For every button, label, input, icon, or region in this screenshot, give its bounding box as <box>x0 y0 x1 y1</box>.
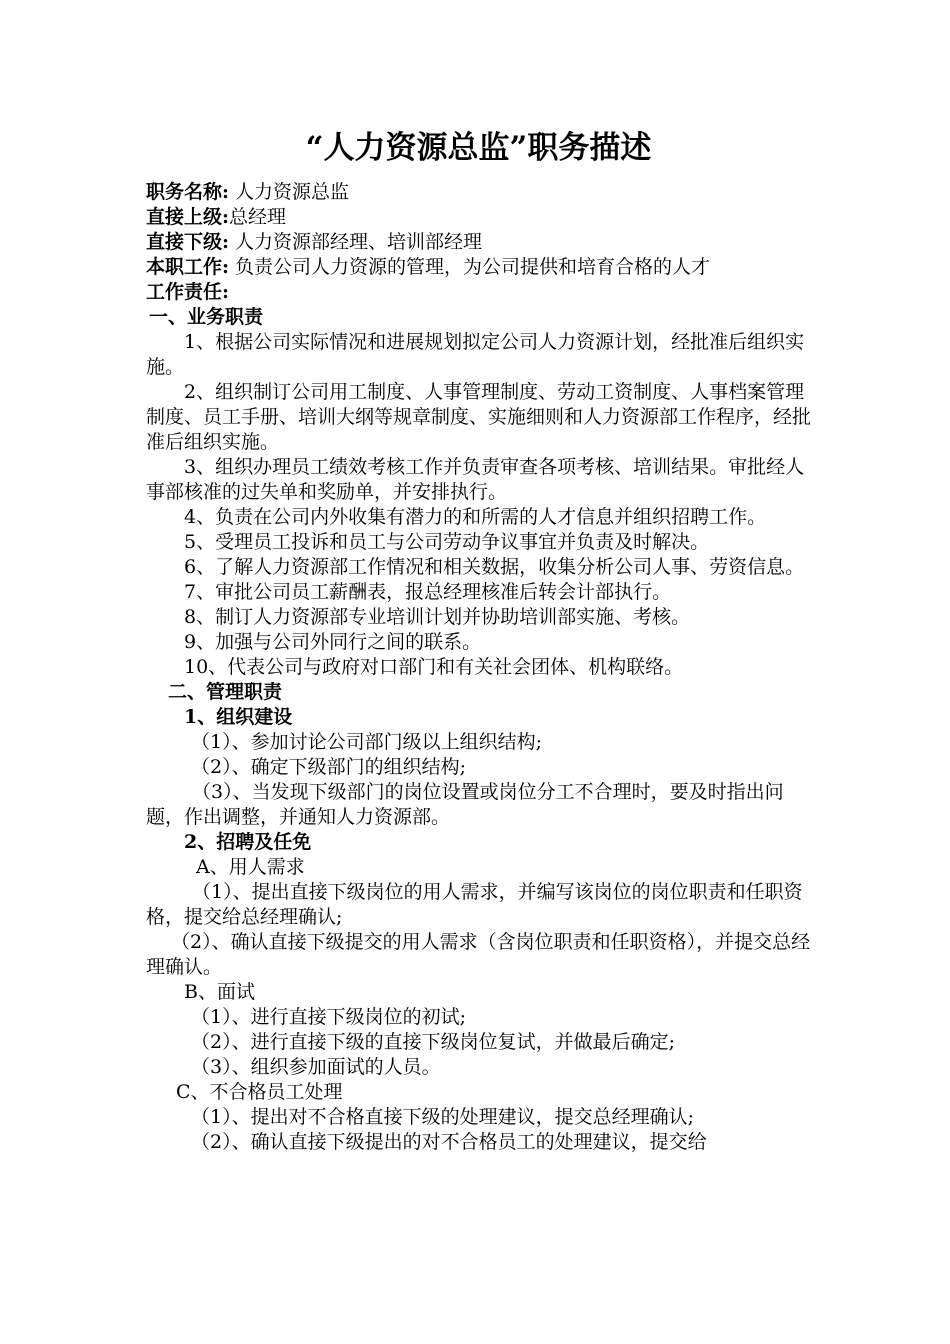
list-item: （2）、确定下级部门的组织结构; <box>191 756 466 778</box>
list-item: 4、负责在公司内外收集有潜力的和所需的人才信息并组织招聘工作。 <box>184 506 767 528</box>
group-heading-unqualified-staff: C、不合格员工处理 <box>176 1081 343 1103</box>
list-item: （1）、提出直接下级岗位的用人需求，并编写该岗位的岗位职责和任职资格，提交给总经理确认; <box>146 881 803 928</box>
section-heading-management: 二、管理职责 <box>168 681 283 703</box>
list-item: （3）、组织参加面试的人员。 <box>191 1056 441 1078</box>
group-heading-staffing-needs: A、用人需求 <box>196 856 305 878</box>
list-item: （1）、参加讨论公司部门级以上组织结构; <box>191 731 542 753</box>
list-item: （1）、进行直接下级岗位的初试; <box>191 1006 466 1028</box>
field-direct-superior <box>146 205 811 230</box>
list-item: （2）、进行直接下级的直接下级岗位复试，并做最后确定; <box>191 1031 675 1053</box>
list-item: 9、加强与公司外同行之间的联系。 <box>184 631 482 653</box>
list-item: 8、制订人力资源部专业培训计划并协助培训部实施、考核。 <box>184 606 691 628</box>
group-heading-interview: B、面试 <box>184 981 255 1003</box>
list-item: 10、代表公司与政府对口部门和有关社会团体、机构联络。 <box>184 656 684 678</box>
list-item: （1）、提出对不合格直接下级的处理建议，提交总经理确认; <box>191 1106 694 1128</box>
list-item: 1、根据公司实际情况和进展规划拟定公司人力资源计划，经批准后组织实施。 <box>146 331 805 378</box>
field-value: 人力资源部经理、培训部经理 <box>229 231 483 253</box>
list-item: （2）、确认直接下级提交的用人需求（含岗位职责和任职资格），并提交总经理确认。 <box>146 931 811 978</box>
field-direct-subordinates <box>146 230 811 255</box>
subsection-heading-recruitment: 2、招聘及任免 <box>184 831 312 853</box>
list-item: 3、组织办理员工绩效考核工作并负责审查各项考核、培训结果。审批经人事部核准的过失单和奖励单，并安排执行。 <box>146 456 805 503</box>
field-value: 总经理 <box>229 206 287 228</box>
field-job-title <box>146 180 811 205</box>
list-item: 7、审批公司员工薪酬表，报总经理核准后转会计部执行。 <box>184 581 672 603</box>
field-value: 负责公司人力资源的管理，为公司提供和培育合格的人才 <box>229 256 711 278</box>
field-label: 本职工作: <box>146 256 230 278</box>
list-item: （3）、当发现下级部门的岗位设置或岗位分工不合理时，要及时指出问题，作出调整，并通知人力资源部。 <box>146 781 784 828</box>
field-label: 直接下级: <box>146 231 230 253</box>
field-label: 职务名称: <box>146 181 230 203</box>
list-item: 6、了解人力资源部工作情况和相关数据，收集分析公司人事、劳资信息。 <box>184 556 805 578</box>
section-heading-business: 一、业务职责 <box>149 306 264 328</box>
subsection-heading-organization: 1、组织建设 <box>184 706 293 728</box>
list-item: 5、受理员工投诉和员工与公司劳动争议事宜并负责及时解决。 <box>184 531 710 553</box>
list-item: 2、组织制订公司用工制度、人事管理制度、劳动工资制度、人事档案管理制度、员工手册、培训大纲等规章制度、实施细则和人力资源部工作程序，经批准后组织实施。 <box>146 381 812 453</box>
field-main-duty <box>146 255 811 280</box>
document-title: “人力资源总监”职务描述 <box>305 130 652 166</box>
field-label: 直接上级: <box>146 206 230 228</box>
responsibilities-label: 工作责任: <box>146 281 230 303</box>
field-value: 人力资源总监 <box>229 181 350 203</box>
document-body <box>146 128 811 1155</box>
list-item: （2）、确认直接下级提出的对不合格员工的处理建议，提交给 <box>191 1131 707 1153</box>
